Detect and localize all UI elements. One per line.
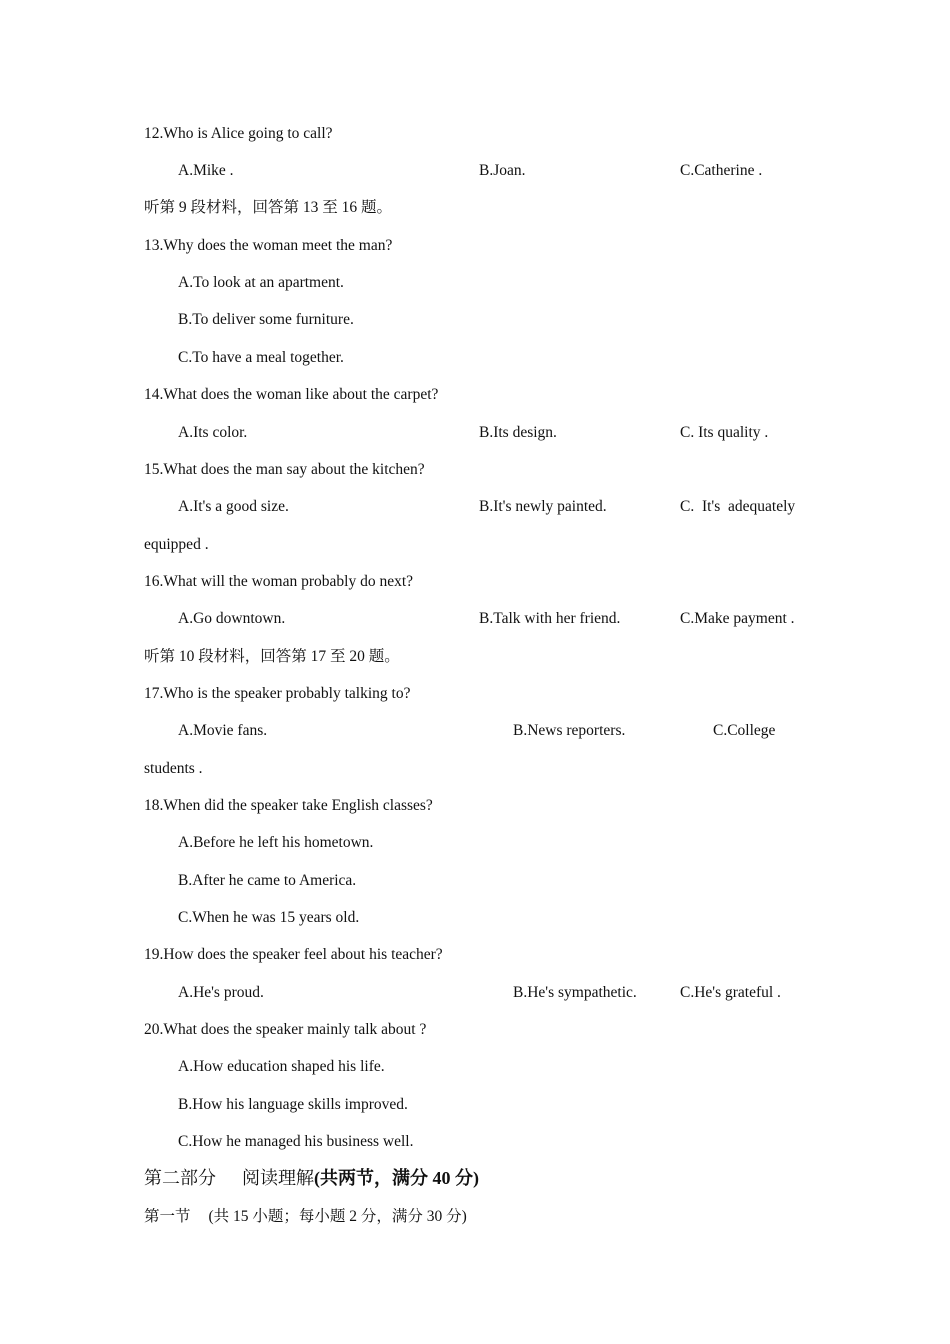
part-two-score: (共两节，满分 40 分) xyxy=(314,1168,479,1188)
section-10-instruction: 听第 10 段材料，回答第 17 至 20 题。 xyxy=(144,648,400,665)
q13-option-b: B.To deliver some furniture. xyxy=(178,311,354,328)
section-one-info: (共 15 小题；每小题 2 分，满分 30 分) xyxy=(208,1208,467,1225)
q15-option-a: A.It's a good size. xyxy=(178,498,289,515)
q14-option-a: A.Its color. xyxy=(178,424,248,441)
part-two-title: 阅读理解 xyxy=(242,1168,314,1188)
q20-option-a: A.How education shaped his life. xyxy=(178,1058,385,1075)
part-two-heading xyxy=(144,1168,479,1188)
q18-option-c: C.When he was 15 years old. xyxy=(178,909,360,926)
question-14: 14.What does the woman like about the carpet? xyxy=(144,386,439,403)
q18-option-b: B.After he came to America. xyxy=(178,872,357,889)
question-18: 18.When did the speaker take English classes? xyxy=(144,797,433,814)
q16-option-b: B.Talk with her friend. xyxy=(479,610,621,627)
q13-option-c: C.To have a meal together. xyxy=(178,349,344,366)
q17-option-a: A.Movie fans. xyxy=(178,722,268,739)
q17-option-b: B.News reporters. xyxy=(513,722,626,739)
q14-option-c: C. Its quality . xyxy=(680,424,769,441)
question-15: 15.What does the man say about the kitchen? xyxy=(144,461,425,478)
q16-option-c: C.Make payment . xyxy=(680,610,795,627)
q16-option-a: A.Go downtown. xyxy=(178,610,286,627)
q19-option-a: A.He's proud. xyxy=(178,984,264,1001)
q13-option-a: A.To look at an apartment. xyxy=(178,274,344,291)
q17-option-c-continued: students . xyxy=(144,760,203,777)
q18-option-a: A.Before he left his hometown. xyxy=(178,834,374,851)
section-9-instruction: 听第 9 段材料，回答第 13 至 16 题。 xyxy=(144,199,393,216)
q12-option-a: A.Mike . xyxy=(178,162,234,179)
q12-option-b: B.Joan. xyxy=(479,162,526,179)
q15-option-c: C. It's adequately xyxy=(680,498,796,515)
q20-option-b: B.How his language skills improved. xyxy=(178,1096,408,1113)
question-16: 16.What will the woman probably do next? xyxy=(144,573,414,590)
q19-option-b: B.He's sympathetic. xyxy=(513,984,637,1001)
question-19: 19.How does the speaker feel about his teacher? xyxy=(144,946,443,963)
question-13: 13.Why does the woman meet the man? xyxy=(144,237,393,254)
question-12: 12.Who is Alice going to call? xyxy=(144,125,333,142)
part-two-label: 第二部分 xyxy=(144,1168,216,1188)
q15-option-b: B.It's newly painted. xyxy=(479,498,607,515)
section-one-label: 第一节 xyxy=(144,1208,191,1225)
question-20: 20.What does the speaker mainly talk about ? xyxy=(144,1021,427,1038)
q12-option-c: C.Catherine . xyxy=(680,162,763,179)
q20-option-c: C.How he managed his business well. xyxy=(178,1133,414,1150)
q17-option-c: C.College xyxy=(713,722,776,739)
q15-option-c-continued: equipped . xyxy=(144,536,209,553)
question-17: 17.Who is the speaker probably talking to? xyxy=(144,685,411,702)
section-one-heading xyxy=(144,1207,467,1227)
q14-option-b: B.Its design. xyxy=(479,424,557,441)
q19-option-c: C.He's grateful . xyxy=(680,984,781,1001)
